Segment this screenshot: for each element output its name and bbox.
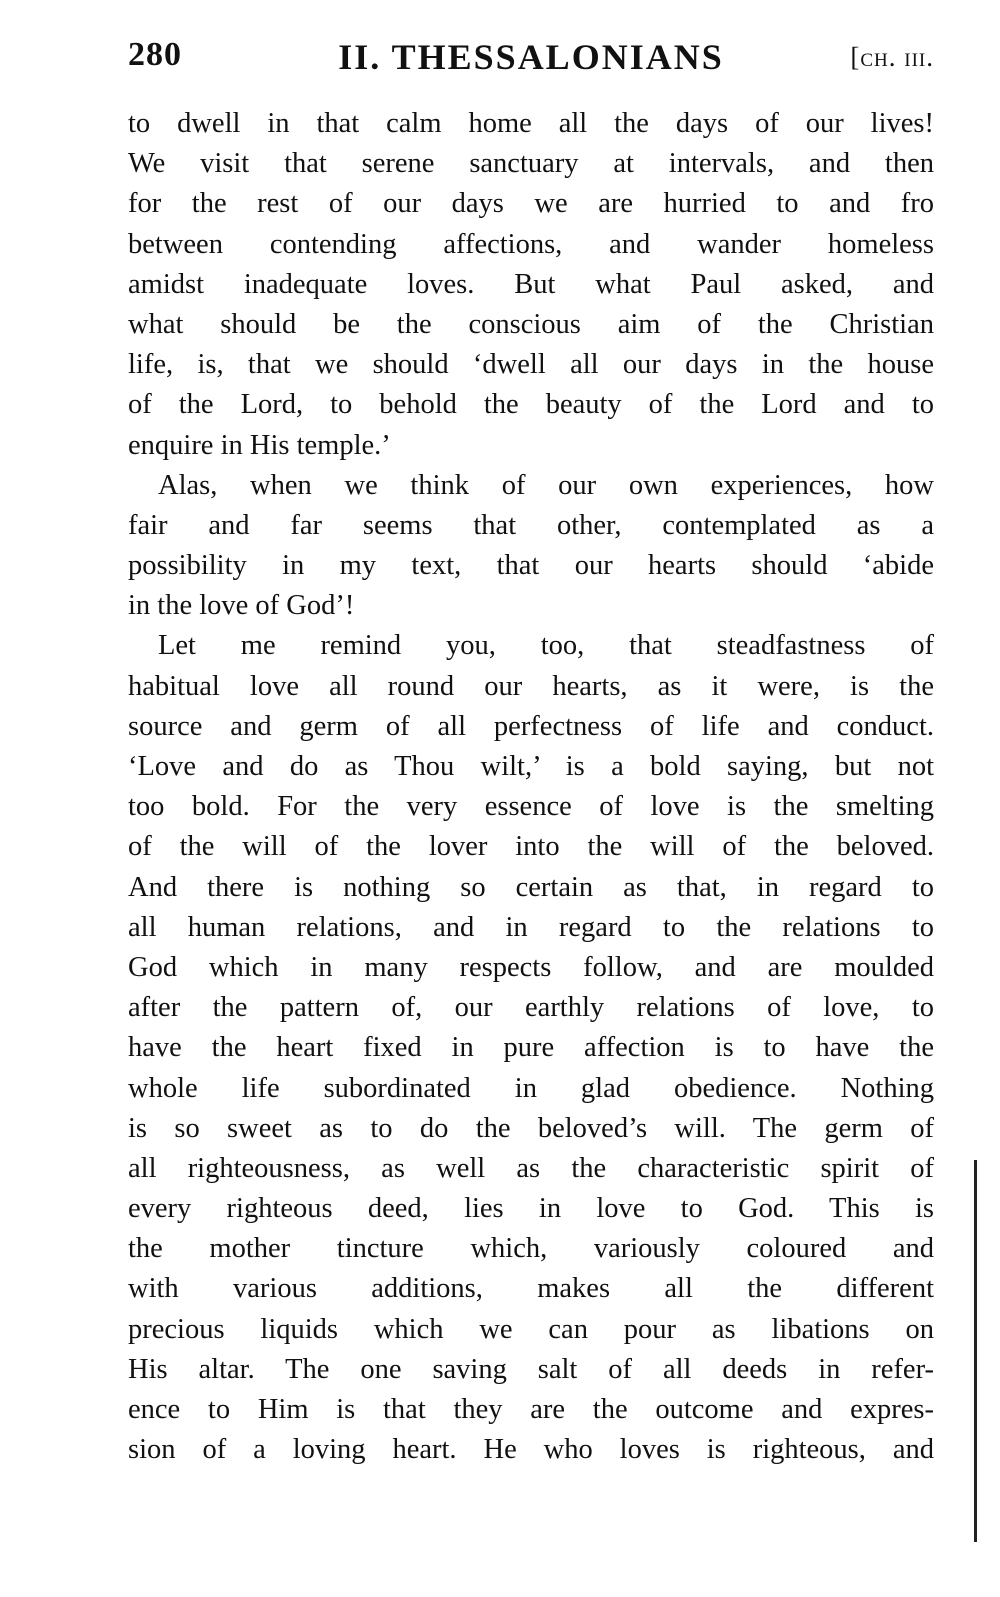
paragraph [128, 466, 934, 627]
text-line: God which in many respects follow, and are moulded [128, 951, 934, 983]
paragraph [128, 626, 934, 1470]
text-line: We visit that serene sanctuary at intervals, and then [128, 148, 934, 180]
page-number: 280 [128, 36, 182, 73]
text-line: is so sweet as to do the beloved’s will. The germ of [128, 1112, 934, 1144]
text-line: between contending affections, and wander homeless [128, 228, 934, 260]
text-line: all righteousness, as well as the characteristic spirit of [128, 1152, 934, 1184]
text-line: for the rest of our days we are hurried to and fro [128, 188, 934, 220]
text-line: habitual love all round our hearts, as it were, is the [128, 670, 934, 702]
running-head [128, 36, 934, 86]
text-line: have the heart fixed in pure affection is to have the [128, 1032, 934, 1064]
text-line: ‘Love and do as Thou wilt,’ is a bold saying, but not [128, 751, 934, 782]
body-text [128, 104, 934, 1470]
text-line: too bold. For the very essence of love is the smelting [128, 791, 934, 823]
text-line: all human relations, and in regard to the relations to [128, 911, 934, 943]
text-line: enquire in His temple.’ [128, 429, 391, 461]
text-line: of the will of the lover into the will of the beloved. [128, 831, 934, 863]
text-line: Let me remind you, too, that steadfastness of [158, 630, 934, 662]
text-line: the mother tincture which, variously coloured and [128, 1233, 934, 1265]
running-title: II. THESSALONIANS [338, 37, 724, 77]
paragraph [128, 104, 934, 466]
text-line: whole life subordinated in glad obedience. Nothing [128, 1072, 934, 1104]
margin-scan-line [974, 1160, 977, 1542]
text-line: to dwell in that calm home all the days of our lives! [128, 108, 934, 139]
text-line: And there is nothing so certain as that, in regard to [128, 871, 934, 903]
text-line: in the love of God’! [128, 590, 355, 622]
text-line: fair and far seems that other, contemplated as a [128, 509, 934, 541]
text-line: possibility in my text, that our hearts should ‘abide [128, 550, 934, 582]
text-line: amidst inadequate loves. But what Paul asked, and [128, 268, 934, 300]
text-line: with various additions, makes all the different [128, 1273, 934, 1305]
text-line: His altar. The one saving salt of all deeds in refer- [128, 1353, 934, 1385]
text-line: precious liquids which we can pour as libations on [128, 1313, 934, 1345]
text-line: sion of a loving heart. He who loves is righteous, and [128, 1434, 934, 1466]
text-line: life, is, that we should ‘dwell all our days in the house [128, 349, 934, 381]
text-line: ence to Him is that they are the outcome and expres- [128, 1394, 934, 1425]
text-line: source and germ of all perfectness of life and conduct. [128, 710, 934, 742]
text-line: every righteous deed, lies in love to God. This is [128, 1193, 934, 1225]
text-line: after the pattern of, our earthly relations of love, to [128, 992, 934, 1024]
text-line: Alas, when we think of our own experiences, how [158, 469, 934, 501]
text-line: what should be the conscious aim of the Christian [128, 308, 934, 340]
text-line: of the Lord, to behold the beauty of the Lord and to [128, 389, 934, 421]
chapter-reference: [ch. iii. [850, 42, 934, 72]
